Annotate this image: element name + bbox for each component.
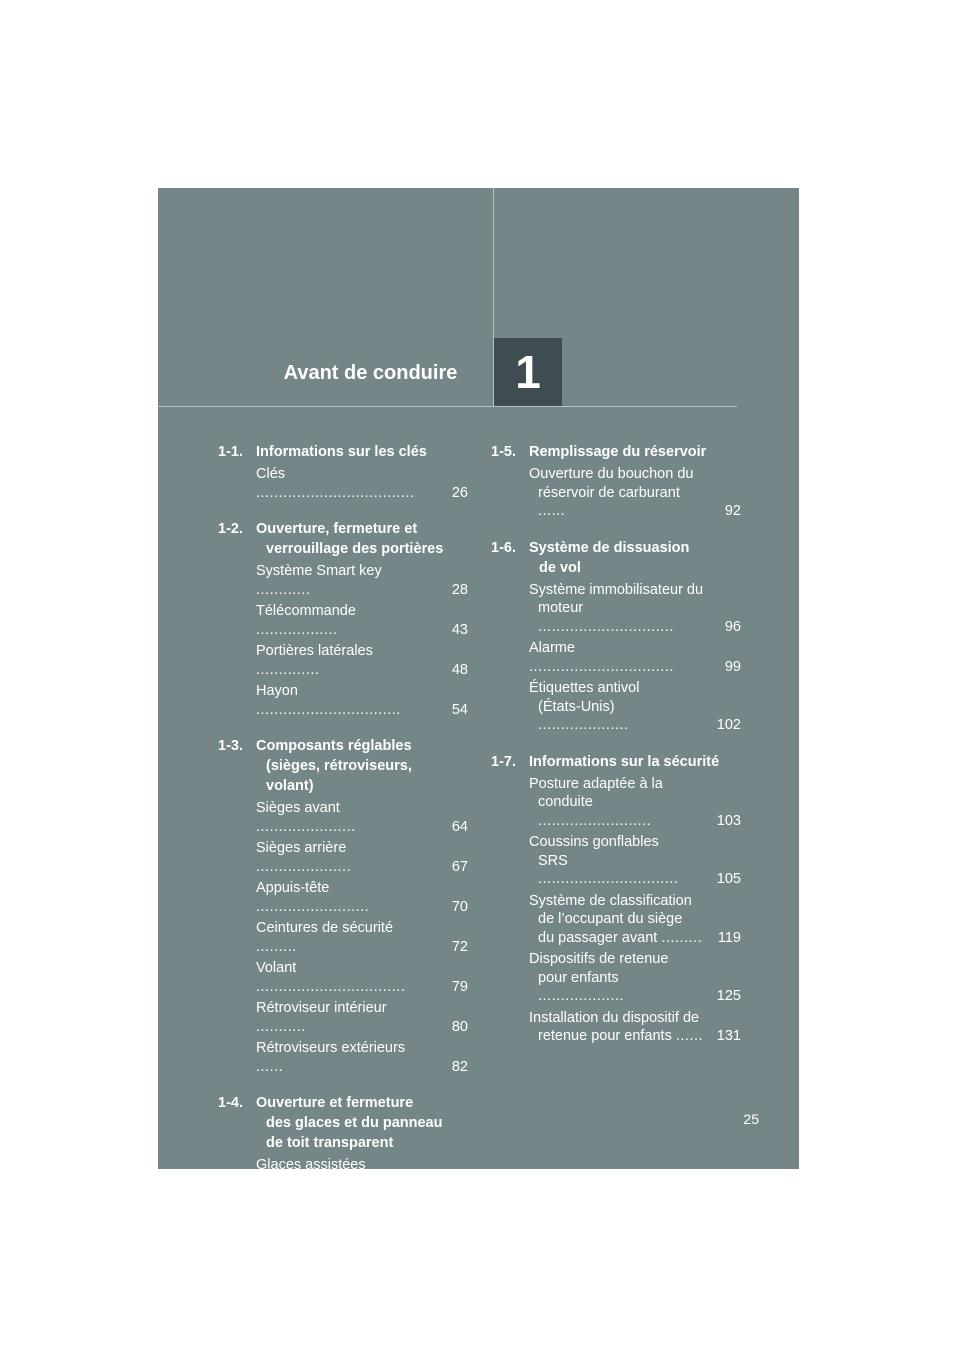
toc-entry-link[interactable]	[218, 839, 468, 876]
entry-label-line: conduite .........................	[538, 794, 652, 829]
dot-leader: .................................	[256, 978, 406, 995]
entry-label	[256, 1156, 468, 1193]
dot-leader: ......................	[256, 818, 356, 835]
entry-label	[256, 959, 468, 996]
dot-leader: ..................	[256, 621, 338, 638]
entry-label-line: Panneau de toit	[256, 1197, 358, 1213]
toc-section	[491, 538, 741, 735]
entry-label-line: Ceintures de sécurité .........	[256, 920, 394, 955]
entry-label-line: Sièges arrière .....................	[256, 840, 352, 875]
toc-entry-link[interactable]	[218, 1039, 468, 1076]
entry-label	[529, 581, 741, 637]
toc-entry-link[interactable]	[491, 833, 741, 889]
toc-section	[491, 752, 741, 1046]
section-number: 1-5.	[491, 444, 516, 460]
dot-leader: ...............................	[538, 871, 679, 887]
section-title-line: Informations sur les clés	[256, 444, 427, 460]
toc-entry-link[interactable]	[218, 959, 468, 996]
dot-leader: ................	[256, 1274, 329, 1290]
toc-entry-link[interactable]	[218, 1255, 468, 1292]
entry-label-line: Système Smart key ............	[256, 563, 382, 598]
dot-leader: ......	[538, 503, 566, 519]
entry-label	[256, 839, 468, 876]
entry-label-line: Volant .................................	[256, 960, 406, 995]
entry-label-line: moteur ..............................	[538, 600, 674, 635]
toc-entry-link[interactable]	[218, 799, 468, 836]
toc-section	[218, 442, 468, 502]
section-title	[256, 1093, 468, 1153]
entry-page-number: 82	[451, 1058, 468, 1075]
entry-label-line: Rétroviseurs extérieurs ......	[256, 1040, 406, 1075]
section-title-line: Composants réglables	[256, 738, 412, 754]
entry-label-line: Hayon ................................	[256, 683, 401, 718]
section-title-line: Remplissage du réservoir	[529, 444, 707, 460]
toc-entry-link[interactable]	[491, 1009, 741, 1046]
entry-page-number: 92	[724, 503, 741, 519]
dot-leader: ...................................	[256, 484, 415, 501]
dot-leader: ................................	[529, 658, 674, 675]
entry-label-line: Écran pare-soleil ................	[256, 1255, 365, 1290]
entry-label	[529, 465, 741, 521]
entry-page-number: 80	[451, 1018, 468, 1035]
section-title	[256, 736, 468, 796]
entry-label	[529, 639, 741, 676]
entry-label	[256, 879, 468, 916]
section-heading	[218, 442, 468, 462]
toc-left-column	[218, 442, 468, 1309]
entry-label-line: retenue pour enfants ......	[538, 1028, 704, 1044]
entry-label	[256, 602, 468, 639]
entry-label-line: Sièges avant ......................	[256, 800, 356, 835]
entry-page-number: 103	[716, 812, 741, 829]
entry-label	[529, 679, 741, 735]
entry-label	[256, 642, 468, 679]
entry-label-line: Étiquettes antivol	[529, 680, 640, 696]
entry-label-line: Posture adaptée à la	[529, 775, 663, 792]
dot-leader: .........	[256, 938, 297, 955]
section-number: 1-7.	[491, 753, 516, 770]
entry-label-line: Coussins gonflables	[529, 834, 659, 850]
entry-page-number: 64	[451, 818, 468, 835]
section-heading	[218, 1093, 468, 1153]
entry-label-line: Dispositifs de retenue	[529, 951, 669, 967]
entry-label-line: Clés ...................................	[256, 466, 415, 501]
entry-label	[529, 950, 741, 1006]
dot-leader: ................................	[256, 701, 401, 718]
entry-label	[256, 1039, 468, 1076]
entry-page-number: 91	[451, 1274, 468, 1290]
page-number: 25	[743, 1111, 759, 1127]
header-horizontal-rule	[158, 406, 737, 407]
entry-label	[256, 465, 468, 502]
entry-page-number: 131	[716, 1028, 741, 1044]
section-title-line: de toit transparent	[266, 1135, 394, 1151]
chapter-panel	[158, 188, 799, 1290]
entry-page-number: 102	[716, 717, 741, 733]
section-title-line: Ouverture, fermeture et	[256, 521, 418, 537]
toc-entry-link[interactable]	[218, 465, 468, 502]
toc-entry-link[interactable]	[491, 465, 741, 521]
entry-page-number: 54	[451, 701, 468, 718]
dot-leader: ................	[256, 1175, 329, 1192]
toc-section	[218, 736, 468, 1076]
entry-label-line: Ouverture du bouchon du	[529, 466, 694, 482]
entry-label	[529, 833, 741, 889]
section-heading	[218, 519, 468, 559]
section-title	[529, 538, 741, 578]
section-heading	[491, 752, 741, 772]
entry-label-line: SRS ...............................	[538, 852, 679, 887]
toc-section	[218, 519, 468, 719]
toc-section	[491, 442, 741, 521]
entry-label	[256, 682, 468, 719]
entry-page-number: 26	[451, 484, 468, 501]
entry-label	[256, 1196, 468, 1252]
section-heading	[491, 442, 741, 462]
toc-entry-link[interactable]	[491, 892, 741, 948]
entry-page-number: 119	[717, 929, 741, 946]
dot-leader: .........................	[256, 898, 370, 915]
toc-entry-link[interactable]	[218, 602, 468, 639]
section-number: 1-6.	[491, 539, 516, 556]
dot-leader: ............	[256, 581, 311, 598]
dot-leader: ..............................	[538, 618, 674, 635]
entry-label-line: Portières latérales ..............	[256, 643, 373, 678]
entry-label	[529, 892, 741, 948]
section-number: 1-2.	[218, 521, 243, 537]
entry-label	[256, 999, 468, 1036]
entry-label-line: Appuis-tête .........................	[256, 880, 370, 915]
section-title-line: Ouverture et fermeture	[256, 1095, 414, 1111]
entry-label-line: du passager avant .........	[538, 929, 703, 946]
dot-leader: ..............	[256, 661, 320, 678]
entry-page-number: 43	[451, 621, 468, 638]
section-title-line: des glaces et du panneau	[266, 1115, 443, 1131]
entry-label-line: (États-Unis) ....................	[538, 698, 629, 733]
dot-leader: ....................	[538, 717, 629, 733]
entry-page-number: 28	[451, 581, 468, 598]
section-title	[529, 752, 741, 772]
entry-page-number: 85	[451, 1175, 468, 1192]
chapter-number: 1	[515, 346, 541, 398]
section-title-line: volant)	[266, 778, 314, 794]
section-heading	[491, 538, 741, 578]
entry-page-number: 79	[451, 978, 468, 995]
section-number: 1-1.	[218, 444, 243, 460]
entry-page-number: 70	[451, 898, 468, 915]
section-title	[256, 442, 468, 462]
entry-label	[256, 799, 468, 836]
chapter-title: Avant de conduire	[283, 362, 458, 384]
section-number: 1-4.	[218, 1095, 243, 1111]
entry-label-line: réservoir de carburant ......	[538, 484, 680, 519]
entry-page-number: 72	[451, 938, 468, 955]
entry-label-line: Rétroviseur intérieur ...........	[256, 1000, 387, 1035]
entry-label-line: de l’occupant du siège	[538, 911, 683, 927]
toc-entry-link[interactable]	[218, 999, 468, 1036]
toc-entry-link[interactable]	[491, 679, 741, 735]
entry-label	[256, 919, 468, 956]
toc-entry-link[interactable]	[218, 879, 468, 916]
section-number: 1-3.	[218, 738, 243, 754]
dot-leader: ...................	[538, 988, 625, 1004]
entry-label-line: Installation du dispositif de	[529, 1009, 700, 1026]
section-title-line: (sièges, rétroviseurs,	[266, 758, 412, 774]
dot-leader: .....................	[256, 858, 352, 875]
toc-entry-link[interactable]	[218, 682, 468, 719]
dot-leader: .........................	[538, 812, 652, 829]
chapter-number-box	[494, 338, 562, 406]
entry-label-line: Glaces assistées ................	[256, 1157, 366, 1192]
entry-label	[256, 562, 468, 599]
toc-entry-link[interactable]	[218, 1156, 468, 1193]
toc-section	[218, 1093, 468, 1292]
entry-page-number: 125	[716, 988, 741, 1004]
entry-label	[529, 1009, 741, 1046]
entry-page-number: 105	[716, 871, 741, 887]
toc-entry-link[interactable]	[218, 642, 468, 679]
dot-leader: .......................	[265, 1234, 370, 1250]
toc-entry-link[interactable]	[491, 639, 741, 676]
dot-leader: ...........	[256, 1018, 306, 1035]
section-heading	[218, 736, 468, 796]
entry-label-line: pour enfants ...................	[538, 969, 625, 1004]
toc-entry-link[interactable]	[491, 950, 741, 1006]
section-title	[256, 519, 468, 559]
entry-page-number: 99	[724, 658, 741, 675]
section-title-line: de vol	[539, 559, 581, 576]
entry-page-number: 96	[724, 618, 741, 635]
toc-right-column	[491, 442, 741, 1063]
entry-label-line: Télécommande ..................	[256, 603, 356, 638]
entry-label-line: Alarme ................................	[529, 640, 674, 675]
entry-label-line: Système immobilisateur du	[529, 581, 704, 598]
section-title-line: verrouillage des portières	[266, 541, 444, 557]
dot-leader: .........	[661, 929, 703, 946]
section-title-line: Système de dissuasion	[529, 539, 690, 556]
entry-label-line: Système de classification	[529, 892, 692, 909]
toc-entry-link[interactable]	[218, 919, 468, 956]
toc-entry-link[interactable]	[491, 581, 741, 637]
section-title	[529, 442, 741, 462]
entry-page-number: 88	[451, 1234, 468, 1250]
toc-entry-link[interactable]	[491, 775, 741, 831]
toc-entry-link[interactable]	[218, 562, 468, 599]
dot-leader: ......	[256, 1058, 284, 1075]
section-title-line: Informations sur la sécurité	[529, 753, 720, 770]
toc-entry-link[interactable]	[218, 1196, 468, 1252]
dot-leader: ......	[675, 1028, 704, 1044]
entry-page-number: 48	[451, 661, 468, 678]
entry-label	[256, 1255, 468, 1292]
entry-label-line: transparent .......................	[265, 1215, 370, 1250]
entry-label	[529, 775, 741, 831]
entry-page-number: 67	[451, 858, 468, 875]
